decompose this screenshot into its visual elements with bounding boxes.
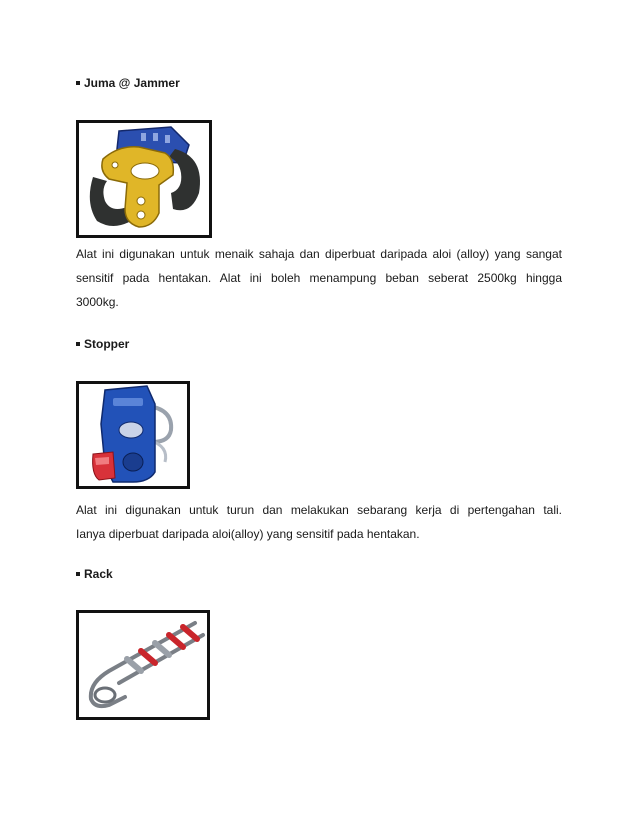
square-bullet-icon (76, 81, 80, 85)
description-line: Ianya diperbuat daripada aloi(alloy) yang sensitif pada hentakan. (76, 527, 420, 541)
rack-image (76, 610, 210, 720)
heading-juma-jammer (76, 76, 180, 90)
square-bullet-icon (76, 572, 80, 576)
heading-text: Stopper (84, 337, 130, 351)
heading-stopper (76, 337, 129, 351)
stopper-description (76, 498, 562, 546)
description-line: Alat ini digunakan untuk turun dan melakukan sebarang kerja di pertengahan tali. (76, 503, 562, 517)
description-line: sensitif pada hentakan. Alat ini boleh menampung beban seberat 2500kg hingga (76, 271, 562, 285)
stopper-image (76, 381, 190, 489)
heading-text: Juma @ Jammer (84, 76, 180, 90)
description-line: 3000kg. (76, 295, 119, 309)
heading-text: Rack (84, 567, 113, 581)
heading-rack (76, 567, 113, 581)
juma-jammer-image (76, 120, 212, 238)
square-bullet-icon (76, 342, 80, 346)
juma-jammer-description (76, 242, 562, 314)
description-line: Alat ini digunakan untuk menaik sahaja dan diperbuat daripada aloi (alloy) yang sangat (76, 247, 562, 261)
